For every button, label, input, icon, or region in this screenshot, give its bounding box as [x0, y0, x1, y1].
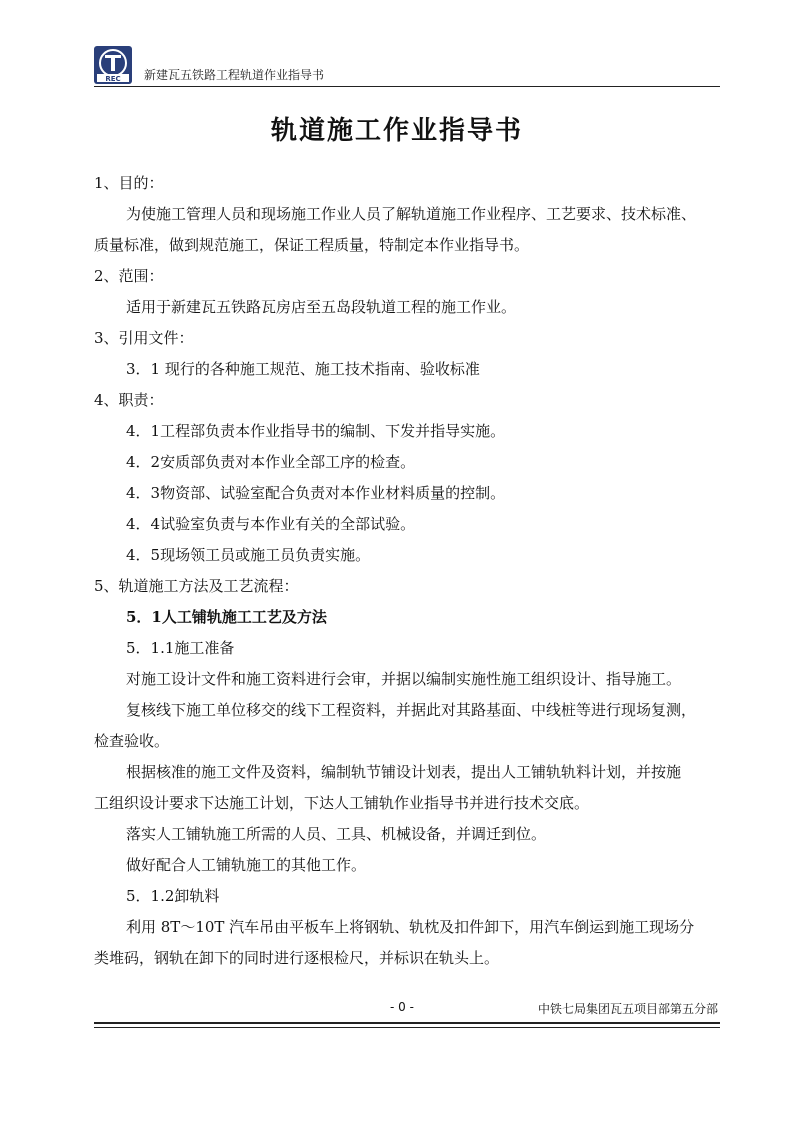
subsection-5-1-1-heading: 5．1.1施工准备: [126, 639, 235, 657]
section-3-heading: 3、引用文件：: [94, 329, 194, 347]
paragraph-4: 落实人工铺轨施工所需的人员、工具、机械设备，并调迁到位。: [126, 825, 547, 843]
section-4-item-1: 4．1工程部负责本作业指导书的编制、下发并指导实施。: [126, 422, 506, 440]
section-4-item-5: 4．5现场领工员或施工员负责实施。: [126, 546, 371, 564]
paragraph-6-line-2: 类堆码，钢轨在卸下的同时进行逐根检尺，并标识在轨头上。: [94, 949, 500, 967]
paragraph-1: 对施工设计文件和施工资料进行会审，并据以编制实施性施工组织设计、指导施工。: [126, 670, 682, 688]
paragraph-3-line-2: 工组织设计要求下达施工计划，下达人工铺轨作业指导书并进行技术交底。: [94, 794, 590, 812]
paragraph-6-line-1: 利用 8T～10T 汽车吊由平板车上将钢轨、轨枕及扣件卸下，用汽车倒运到施工现场分: [126, 918, 695, 936]
section-1-heading: 1、目的：: [94, 174, 164, 192]
subsection-5-1-2-heading: 5．1.2卸轨料: [126, 887, 220, 905]
page-header: [94, 44, 720, 86]
section-1-paragraph-line-2: 质量标准，做到规范施工，保证工程质量，特制定本作业指导书。: [94, 236, 530, 254]
section-4-item-2: 4．2安质部负责对本作业全部工序的检查。: [126, 453, 416, 471]
footer-organization: 中铁七局集团瓦五项目部第五分部: [538, 1002, 719, 1016]
document-title: 轨道施工作业指导书: [270, 116, 523, 146]
section-4-item-3: 4．3物资部、试验室配合负责对本作业材料质量的控制。: [126, 484, 506, 502]
page-number: - 0 -: [390, 1000, 414, 1014]
section-2-heading: 2、范围：: [94, 267, 164, 285]
section-4-heading: 4、职责：: [94, 391, 164, 409]
paragraph-2-line-1: 复核线下施工单位移交的线下工程资料，并据此对其路基面、中线桩等进行现场复测，: [126, 701, 697, 719]
paragraph-2-line-2: 检查验收。: [94, 732, 170, 750]
section-5-heading: 5、轨道施工方法及工艺流程：: [94, 577, 299, 595]
section-2-paragraph: 适用于新建瓦五铁路瓦房店至五岛段轨道工程的施工作业。: [126, 298, 517, 316]
footer-divider-thick: [94, 1022, 720, 1024]
header-title: 新建瓦五铁路工程轨道作业指导书: [144, 68, 325, 82]
section-3-item-1: 3．1 现行的各种施工规范、施工技术指南、验收标准: [126, 360, 480, 378]
section-1-paragraph-line-1: 为使施工管理人员和现场施工作业人员了解轨道施工作业程序、工艺要求、技术标准、: [126, 205, 697, 223]
paragraph-5: 做好配合人工铺轨施工的其他工作。: [126, 856, 367, 874]
header-divider: [94, 86, 720, 87]
logo-text: REC: [105, 75, 121, 83]
footer-divider-thin: [94, 1027, 720, 1028]
section-4-item-4: 4．4试验室负责与本作业有关的全部试验。: [126, 515, 416, 533]
subsection-5-1-heading: 5．1人工铺轨施工工艺及方法: [126, 608, 327, 626]
paragraph-3-line-1: 根据核准的施工文件及资料，编制轨节铺设计划表，提出人工铺轨轨料计划，并按施: [126, 763, 682, 781]
company-logo: [94, 46, 132, 84]
